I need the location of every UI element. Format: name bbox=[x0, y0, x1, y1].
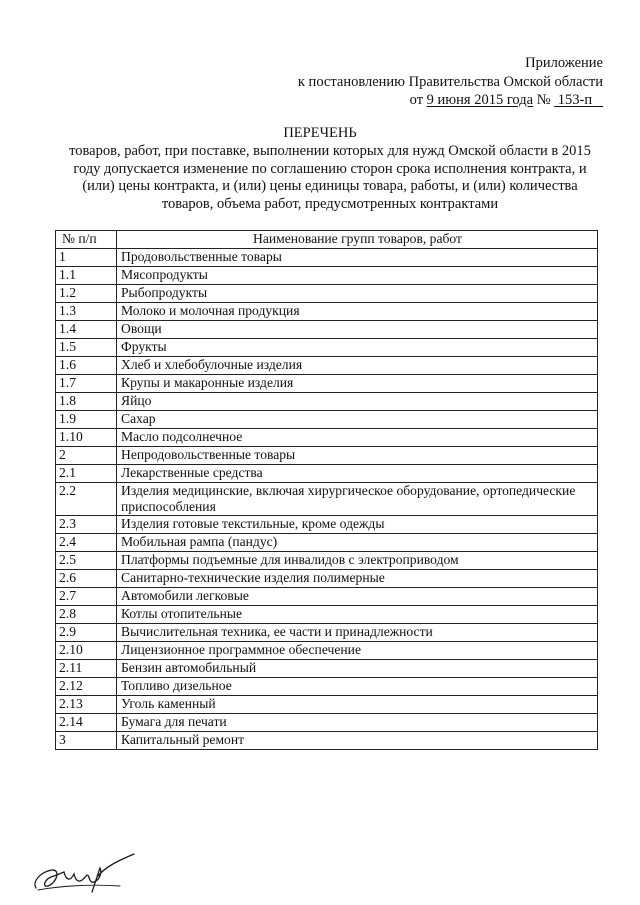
row-name: Фрукты bbox=[117, 339, 598, 357]
document-subtitle: товаров, работ, при поставке, выполнении которых для нужд Омской области в 2015 году допускается изменение по соглашению сторон срока исполнения контракта, и (или) цены контракта, и (или) цены единицы товара, работы, и (или) количества товаров, объема работ, предусмотренных контрактами bbox=[69, 143, 591, 212]
row-number: 2.5 bbox=[56, 552, 117, 570]
table-row bbox=[56, 411, 598, 429]
number-sign: № bbox=[536, 92, 551, 108]
resolution-reference: к постановлению Правительства Омской области bbox=[297, 73, 603, 90]
row-name: Котлы отопительные bbox=[117, 606, 598, 624]
table-row bbox=[56, 375, 598, 393]
handwritten-signature bbox=[30, 852, 140, 896]
row-number: 2.2 bbox=[56, 483, 117, 516]
row-number: 2.1 bbox=[56, 465, 117, 483]
row-number: 1.8 bbox=[56, 393, 117, 411]
table-row bbox=[56, 570, 598, 588]
table-row bbox=[56, 606, 598, 624]
table-row bbox=[56, 249, 598, 267]
resolution-number: 153-п bbox=[557, 92, 593, 108]
row-name: Вычислительная техника, ее части и принадлежности bbox=[117, 624, 598, 642]
row-number: 2 bbox=[56, 447, 117, 465]
row-name: Санитарно-технические изделия полимерные bbox=[117, 570, 598, 588]
row-number: 1.10 bbox=[56, 429, 117, 447]
row-number: 1.3 bbox=[56, 303, 117, 321]
row-number: 1.1 bbox=[56, 267, 117, 285]
column-header-name: Наименование групп товаров, работ bbox=[117, 231, 598, 249]
row-name: Масло подсолнечное bbox=[117, 429, 598, 447]
row-name: Яйцо bbox=[117, 393, 598, 411]
row-number: 1.6 bbox=[56, 357, 117, 375]
table-row bbox=[56, 321, 598, 339]
table-row bbox=[56, 303, 598, 321]
row-name: Капитальный ремонт bbox=[117, 732, 598, 750]
row-name: Хлеб и хлебобулочные изделия bbox=[117, 357, 598, 375]
table-row bbox=[56, 429, 598, 447]
table-row bbox=[56, 696, 598, 714]
row-number: 1.7 bbox=[56, 375, 117, 393]
resolution-date: 9 июня 2015 года bbox=[426, 92, 534, 108]
table-row bbox=[56, 285, 598, 303]
row-name: Лекарственные средства bbox=[117, 465, 598, 483]
row-name: Молоко и молочная продукция bbox=[117, 303, 598, 321]
row-name: Крупы и макаронные изделия bbox=[117, 375, 598, 393]
row-number: 1.5 bbox=[56, 339, 117, 357]
row-number: 1 bbox=[56, 249, 117, 267]
row-name: Платформы подъемные для инвалидов с электроприводом bbox=[117, 552, 598, 570]
row-name: Сахар bbox=[117, 411, 598, 429]
row-number: 1.9 bbox=[56, 411, 117, 429]
row-number: 2.3 bbox=[56, 516, 117, 534]
row-number: 2.10 bbox=[56, 642, 117, 660]
appendix-label: Приложение bbox=[525, 55, 603, 71]
row-number: 2.6 bbox=[56, 570, 117, 588]
row-number: 2.9 bbox=[56, 624, 117, 642]
table-row bbox=[56, 552, 598, 570]
table-header-row bbox=[56, 231, 598, 249]
row-name: Рыбопродукты bbox=[117, 285, 598, 303]
table-row bbox=[56, 516, 598, 534]
row-name: Непродовольственные товары bbox=[117, 447, 598, 465]
appendix-header bbox=[243, 54, 603, 110]
document-title: ПЕРЕЧЕНЬ bbox=[283, 125, 357, 141]
table-row bbox=[56, 534, 598, 552]
row-name: Бумага для печати bbox=[117, 714, 598, 732]
table-row bbox=[56, 642, 598, 660]
row-name: Продовольственные товары bbox=[117, 249, 598, 267]
row-number: 2.13 bbox=[56, 696, 117, 714]
table-row bbox=[56, 624, 598, 642]
table-row bbox=[56, 588, 598, 606]
row-number: 2.8 bbox=[56, 606, 117, 624]
table-row bbox=[56, 357, 598, 375]
row-name: Овощи bbox=[117, 321, 598, 339]
row-name: Изделия медицинские, включая хирургическое оборудование, ортопедические приспособления bbox=[117, 483, 598, 516]
table-row bbox=[56, 678, 598, 696]
table-body bbox=[56, 249, 598, 750]
table-row bbox=[56, 393, 598, 411]
table-row bbox=[56, 339, 598, 357]
table-row bbox=[56, 660, 598, 678]
row-name: Изделия готовые текстильные, кроме одежды bbox=[117, 516, 598, 534]
row-number: 2.12 bbox=[56, 678, 117, 696]
row-name: Бензин автомобильный bbox=[117, 660, 598, 678]
row-name: Мясопродукты bbox=[117, 267, 598, 285]
row-name: Лицензионное программное обеспечение bbox=[117, 642, 598, 660]
goods-table bbox=[55, 230, 598, 750]
column-header-number: № п/п bbox=[56, 231, 117, 249]
table-row bbox=[56, 267, 598, 285]
row-number: 2.11 bbox=[56, 660, 117, 678]
row-name: Уголь каменный bbox=[117, 696, 598, 714]
row-number: 1.2 bbox=[56, 285, 117, 303]
date-prefix: от bbox=[409, 92, 424, 108]
table-row bbox=[56, 483, 598, 516]
row-name: Топливо дизельное bbox=[117, 678, 598, 696]
table-row bbox=[56, 447, 598, 465]
table-row bbox=[56, 732, 598, 750]
row-name: Автомобили легковые bbox=[117, 588, 598, 606]
row-number: 2.4 bbox=[56, 534, 117, 552]
table-row bbox=[56, 465, 598, 483]
row-number: 1.4 bbox=[56, 321, 117, 339]
row-number: 2.7 bbox=[56, 588, 117, 606]
resolution-date-line bbox=[243, 91, 603, 110]
row-number: 3 bbox=[56, 732, 117, 750]
row-name: Мобильная рампа (пандус) bbox=[117, 534, 598, 552]
row-number: 2.14 bbox=[56, 714, 117, 732]
table-row bbox=[56, 714, 598, 732]
